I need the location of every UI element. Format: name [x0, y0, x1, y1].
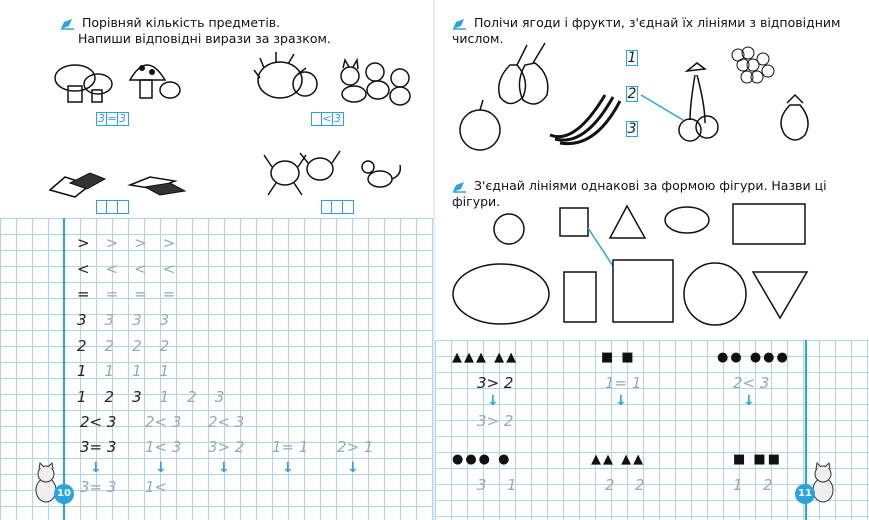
row-three: 3333 [77, 311, 188, 329]
task3-heading: З'єднай лініями однакові за формою фігури. Назви ці фігури. [452, 178, 827, 209]
page-number: 10 [54, 484, 74, 504]
expr-2lt3: 2< 3 [733, 374, 770, 392]
left-grid [0, 218, 434, 520]
answer-cell[interactable]: 3 [96, 112, 108, 126]
task1-subheading: Напиши відповідні вирази за зразком. [78, 31, 331, 46]
answer-cells-3[interactable] [97, 200, 129, 214]
small-circle [494, 214, 524, 244]
tall-rectangle [564, 272, 596, 322]
answer-cell[interactable]: = [107, 112, 117, 125]
left-margin-line [63, 218, 65, 520]
arrow-down-icon: ↓ [615, 393, 627, 409]
big-triangle [753, 272, 807, 318]
triangles-group-1: ▲▲▲ ▲▲ [452, 350, 519, 365]
bottom-b-2: 2 [635, 476, 645, 494]
expr-1eq1: 1= 1 [272, 438, 309, 456]
expr-3gt2: 3> 2 [477, 374, 514, 392]
big-ellipse [453, 264, 549, 324]
row-less: <<<< [77, 260, 192, 278]
squares-group-1: ■ ■ [601, 350, 636, 365]
circles-group-1: ●● ●●● [717, 350, 790, 365]
arrow-down-icon: ↓ [347, 460, 359, 476]
bottom-a-3: 1 [733, 476, 743, 494]
task1-heading: Порівняй кількість предметів. [60, 15, 280, 31]
number-box-2[interactable]: 2 [627, 86, 637, 102]
number-box-3[interactable]: 3 [627, 121, 637, 137]
hedgehogs-cats-illustration [250, 48, 420, 110]
bottom-b-3: 2 [763, 476, 773, 494]
row-equal: ==== [77, 285, 192, 303]
fruits-illustration [455, 35, 655, 155]
frogs-mouse-illustration [260, 145, 410, 200]
expr-2lt3: 2< 3 [80, 413, 117, 431]
expr-3gt2-trace: 3> 2 [477, 412, 514, 430]
bottom-a-1: 3 [477, 476, 487, 494]
task2-heading: Полічи ягоди і фрукти, з'єднай їх лініями з відповідним числом. [452, 15, 841, 46]
answer-cell[interactable]: < [322, 112, 332, 125]
answer-cell[interactable] [117, 200, 129, 214]
squares-group-2: ■ ■■ [733, 452, 782, 467]
circles-group-2: ●●● ● [452, 452, 512, 467]
answer-cell[interactable]: 3 [332, 112, 344, 126]
answer-cells-1[interactable] [97, 112, 129, 126]
berries-illustration [635, 35, 855, 155]
pencil-icon [452, 18, 468, 30]
big-circle [684, 263, 746, 325]
bottom-a-2: 2 [605, 476, 615, 494]
expr-1eq1: 1= 1 [605, 374, 642, 392]
row-two: 2222 [77, 337, 188, 355]
arrow-down-icon: ↓ [487, 393, 499, 409]
row-123: 123123 [77, 388, 243, 406]
page-number: 11 [795, 484, 815, 504]
left-page [0, 0, 434, 520]
arrow-down-icon: ↓ [218, 460, 230, 476]
arrow-down-icon: ↓ [155, 460, 167, 476]
small-ellipse [665, 207, 709, 233]
mushrooms-illustration [50, 50, 190, 110]
expr-3eq3-trace: 3= 3 [80, 478, 117, 496]
answer-cell[interactable]: 3 [117, 112, 129, 126]
small-rectangle [733, 204, 805, 244]
small-square [560, 208, 588, 236]
expr-1lt3: 1< 3 [145, 438, 182, 456]
expr-2gt1: 2> 1 [337, 438, 374, 456]
arrow-down-icon: ↓ [90, 460, 102, 476]
expr-1lt-trace: 1< [145, 478, 168, 496]
expr-3gt2: 3> 2 [208, 438, 245, 456]
row-one: 1111 [77, 362, 188, 380]
shapes-illustration [435, 198, 869, 328]
answer-cell[interactable] [342, 200, 354, 214]
small-triangle [610, 206, 645, 238]
bottom-b-1: 1 [507, 476, 517, 494]
right-page [435, 0, 869, 520]
candies-illustration [45, 165, 195, 205]
arrow-down-icon: ↓ [282, 460, 294, 476]
expr-2lt3-trace: 2< 3 [145, 413, 182, 431]
answer-cells-2[interactable] [312, 112, 344, 126]
answer-cells-4[interactable] [322, 200, 354, 214]
expr-2lt3-trace: 2< 3 [208, 413, 245, 431]
pencil-icon [452, 181, 468, 193]
big-square [613, 260, 673, 322]
arrow-down-icon: ↓ [743, 393, 755, 409]
pencil-icon [60, 18, 76, 30]
expr-3eq3: 3= 3 [80, 438, 117, 456]
row-greater: >>>> [77, 234, 192, 252]
number-box-1[interactable]: 1 [627, 50, 637, 66]
triangles-group-2: ▲▲ ▲▲ [591, 452, 646, 467]
